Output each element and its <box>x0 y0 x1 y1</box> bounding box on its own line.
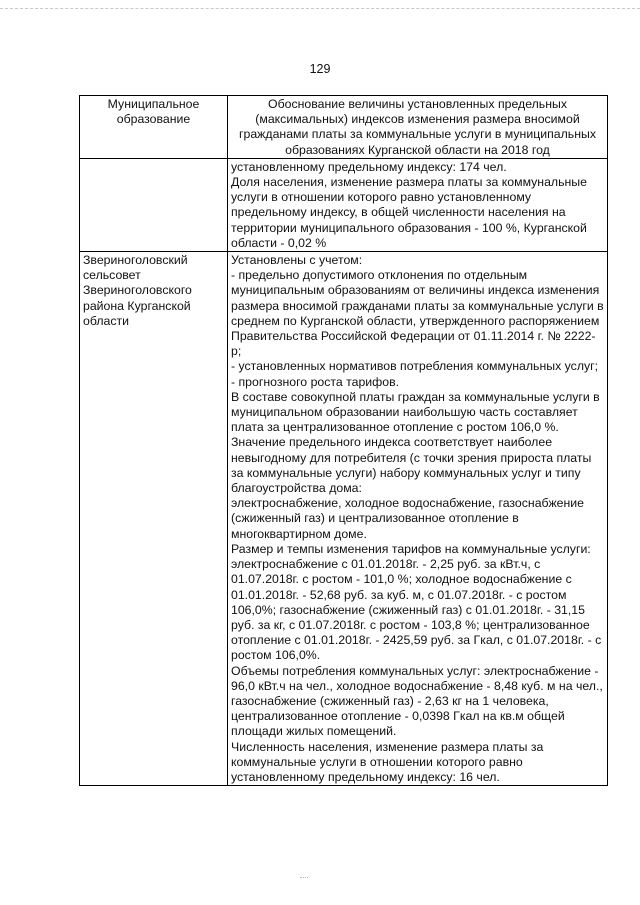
table-row <box>80 252 608 786</box>
text-paragraph: электроснабжение с 01.01.2018г. - 2,25 руб. за кВт.ч, с 01.07.2018г. с ростом - 101,0 %; холодное водоснабжение с 01.01.2018г. - 52,68 руб. за куб. м, с 01.07.2018г. - с ростом 106,0%; газоснабжение (сжиженный газ) с 01.01.2018г. - 31,15 руб. за кг, с 01.07.2018г. с ростом - 103,8 %; централизованное отопление с 01.01.2018г. - 2425,59 руб. за Гкал, с 01.07.2018г. - с ростом 106,0%. <box>231 557 602 663</box>
justification-table <box>79 95 608 786</box>
table-row <box>80 158 608 251</box>
justification-cell <box>228 158 608 251</box>
municipality-cell: Звериноголовский сельсовет Звериноголовского района Курганской области <box>80 252 228 786</box>
header-justification: Обоснование величины установленных предельных (максимальных) индексов изменения размера вносимой гражданами платы за коммунальные услуги в муниципальных образованиях Курганской области на 2018 год <box>228 96 608 159</box>
text-paragraph: Численность населения, изменение размера платы за коммунальные услуги в отношении которого равно установленному предельному индексу: 16 чел. <box>231 739 544 784</box>
text-paragraph: Размер и темпы изменения тарифов на коммунальные услуги: <box>231 541 591 556</box>
page-number: 129 <box>309 62 331 76</box>
text-paragraph: - установленных нормативов потребления коммунальных услуг; <box>231 359 599 374</box>
text-paragraph: электроснабжение, холодное водоснабжение, газоснабжение (сжиженный газ) и централизованное отопление в многоквартирном доме. <box>231 496 585 541</box>
text-paragraph: Значение предельного индекса соответствует наиболее невыгодному для потребителя (с точки зрения прироста платы за коммунальные услуги) набору коммунальных услуг и типу благоустройства дома: <box>231 435 592 496</box>
municipality-cell <box>80 158 228 251</box>
text-paragraph: установленному предельному индексу: 174 чел. <box>231 159 507 174</box>
text-paragraph: - предельно допустимого отклонения по отдельным муниципальным образованиям от величины индекса изменения размера вносимой гражданами платы за коммунальные услуги в среднем по Курганской области, утвержденного распоряжением Правительства Российской Федерации от 01.11.2014 г. № 2222-р; <box>231 268 604 359</box>
text-paragraph: Установлены с учетом: <box>231 253 363 268</box>
scan-mark <box>300 877 308 880</box>
text-paragraph: - прогнозного роста тарифов. <box>231 374 400 389</box>
justification-cell <box>228 252 608 786</box>
header-municipality: Муниципальное образование <box>80 96 228 159</box>
table-header-row <box>80 96 608 159</box>
text-paragraph: В составе совокупной платы граждан за коммунальные услуги в муниципальном образовании наибольшую часть составляет плата за централизованное отопление с ростом 106,0 %. <box>231 389 600 435</box>
text-paragraph: Доля населения, изменение размера платы за коммунальные услуги в отношении которого равно установленному предельному индексу, в общей численности населения на территории муниципального образования - 100 %, Курганской области - 0,02 % <box>231 175 587 250</box>
top-scan-line <box>0 8 640 9</box>
text-paragraph: Объемы потребления коммунальных услуг: электроснабжение - 96,0 кВт.ч на чел., холодное водоснабжение - 8,48 куб. м на чел., газоснабжение (сжиженный газ) - 2,63 кг на 1 человека, централизованное отопление - 0,0398 Гкал на кв.м общей площади жилых помещений. <box>231 663 603 739</box>
